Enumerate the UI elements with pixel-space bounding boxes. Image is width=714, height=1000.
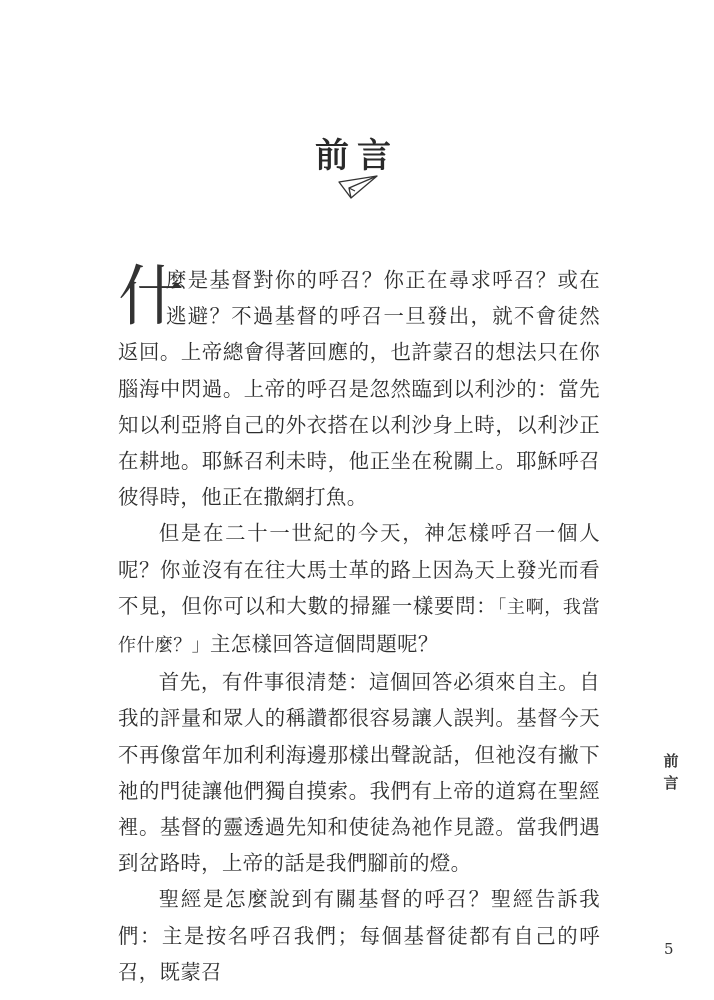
body-text	[118, 258, 601, 990]
drop-cap: 什	[118, 258, 185, 335]
page-number: 5	[664, 940, 674, 958]
paper-plane-icon	[337, 172, 379, 202]
page-title: 前言	[315, 136, 399, 176]
paragraph-3: 首先，有件事很清楚：這個回答必須來自主。自我的評量和眾人的稱讚都很容易讓人誤判。基督今天不再像當年加利利海邊那樣出聲說話，但祂沒有撇下祂的門徒讓他們獨自摸索。我們有上帝的道寫在聖經裡。基督的靈透過先知和使徒為祂作見證。當我們遇到岔路時，上帝的話是我們腳前的燈。	[118, 670, 600, 876]
paragraph-2-end: 主怎樣回答這個問題呢？	[210, 632, 439, 657]
side-tab-char-2: 言	[663, 774, 679, 792]
side-tab-char-1: 前	[663, 752, 679, 770]
paragraph-4: 聖經是怎麼說到有關基督的呼召？聖經告訴我們：主是按名呼召我們；每個基督徒都有自己的呼召，既蒙召	[118, 887, 600, 984]
scripture-quote: 「主啊，我當作什麼？」	[118, 596, 601, 657]
paragraph-2	[118, 515, 600, 664]
paragraph-2-text: 但是在二十一世紀的今天，神怎樣呼召一個人呢？你並沒有在往大馬士革的路上因為天上發光而看不見，但你可以和大數的掃羅一樣要問：	[118, 521, 600, 618]
paragraph-1-text: 麼是基督對你的呼召？你正在尋求呼召？或在逃避？不過基督的呼召一旦發出，就不會徒然返回。上帝總會得著回應的，也許蒙召的想法只在你腦海中閃過。上帝的呼召是忽然臨到以利沙的：當先知以利亞將自己的外衣搭在以利沙身上時，以利沙正在耕地。耶穌召利未時，他正坐在稅關上。耶穌呼召彼得時，他正在撒網打魚。	[118, 268, 600, 510]
side-tab	[659, 750, 683, 794]
paragraph-1	[118, 258, 600, 515]
